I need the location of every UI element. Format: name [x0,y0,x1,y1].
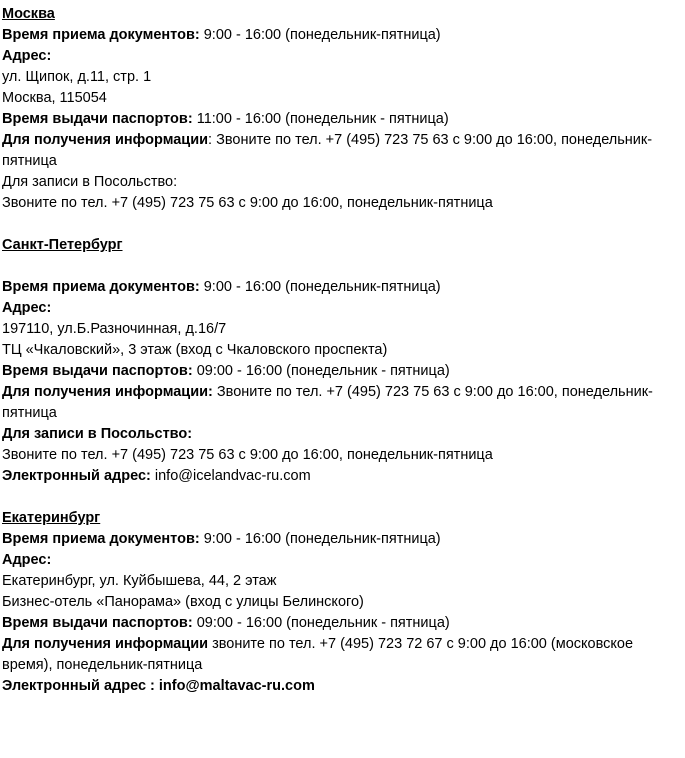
info-line-bold: Электронный адрес : info@maltavac-ru.com [2,678,315,694]
info-value: 09:00 - 16:00 (понедельник - пятница) [192,615,450,631]
info-line [2,613,670,634]
info-label: Время выдачи паспортов: [2,111,193,127]
info-label: Адрес: [2,48,52,64]
info-label: Время выдачи паспортов: [2,363,193,379]
blank-line [2,256,683,277]
info-label: Адрес: [2,300,52,316]
info-label: Для получения информации [2,132,209,148]
info-value: 09:00 - 16:00 (понедельник - пятница) [192,363,450,379]
info-label: Время приема документов: [2,27,200,43]
info-line-plain: Звоните по тел. +7 (495) 723 75 63 с 9:00 до 16:00, понедельник-пятница [2,195,493,211]
info-value: info@icelandvac-ru.com [150,468,311,484]
info-line [2,46,670,67]
info-line-plain: ТЦ «Чкаловский», 3 этаж (вход с Чкаловского проспекта) [2,342,388,358]
info-line-plain: ул. Щипок, д.11, стр. 1 [2,69,152,85]
info-line-plain: 197110, ул.Б.Разночинная, д.16/7 [2,321,227,337]
info-label: Для получения информации [2,636,209,652]
info-line [2,361,670,382]
city-section [2,235,683,487]
city-heading: Москва [2,6,55,22]
info-line [2,25,670,46]
info-line [2,634,670,676]
info-line-bold: Для записи в Посольство: [2,426,193,442]
info-line-plain: Звоните по тел. +7 (495) 723 75 63 с 9:00 до 16:00, понедельник-пятница [2,447,493,463]
info-value: 9:00 - 16:00 (понедельник-пятница) [199,27,441,43]
info-label: Время приема документов: [2,531,200,547]
info-line [2,277,670,298]
info-value: Звоните по тел. +7 (495) 723 75 63 с 9:00 до 16:00, понедельник-пятница [2,384,653,421]
info-value: звоните по тел. +7 (495) 723 72 67 с 9:00 до 16:00 (московское время), понедельник-пятница [2,636,634,673]
info-line [2,550,670,571]
section-gap [2,487,683,508]
info-line [2,466,670,487]
info-line [2,130,670,172]
city-section [2,508,683,697]
city-section [2,4,683,214]
info-label: Электронный адрес: [2,468,151,484]
info-label: Время выдачи паспортов: [2,615,193,631]
info-label: Время приема документов: [2,279,200,295]
info-value: : Звоните по тел. +7 (495) 723 75 63 с 9:00 до 16:00, понедельник-пятница [2,132,653,169]
info-line-plain: Москва, 115054 [2,90,107,106]
info-line [2,529,670,550]
info-line-plain: Бизнес-отель «Панорама» (вход с улицы Белинского) [2,594,364,610]
city-heading: Санкт-Петербург [2,237,123,253]
info-line-plain: Екатеринбург, ул. Куйбышева, 44, 2 этаж [2,573,277,589]
info-line [2,382,670,424]
info-label: Адрес: [2,552,52,568]
info-value: 9:00 - 16:00 (понедельник-пятница) [199,531,441,547]
city-heading: Екатеринбург [2,510,101,526]
info-line-plain: Для записи в Посольство: [2,174,178,190]
section-gap [2,214,683,235]
info-value: 9:00 - 16:00 (понедельник-пятница) [199,279,441,295]
info-label: Для получения информации: [2,384,213,400]
info-line [2,298,670,319]
info-line [2,109,670,130]
info-value: 11:00 - 16:00 (понедельник - пятница) [192,111,449,127]
